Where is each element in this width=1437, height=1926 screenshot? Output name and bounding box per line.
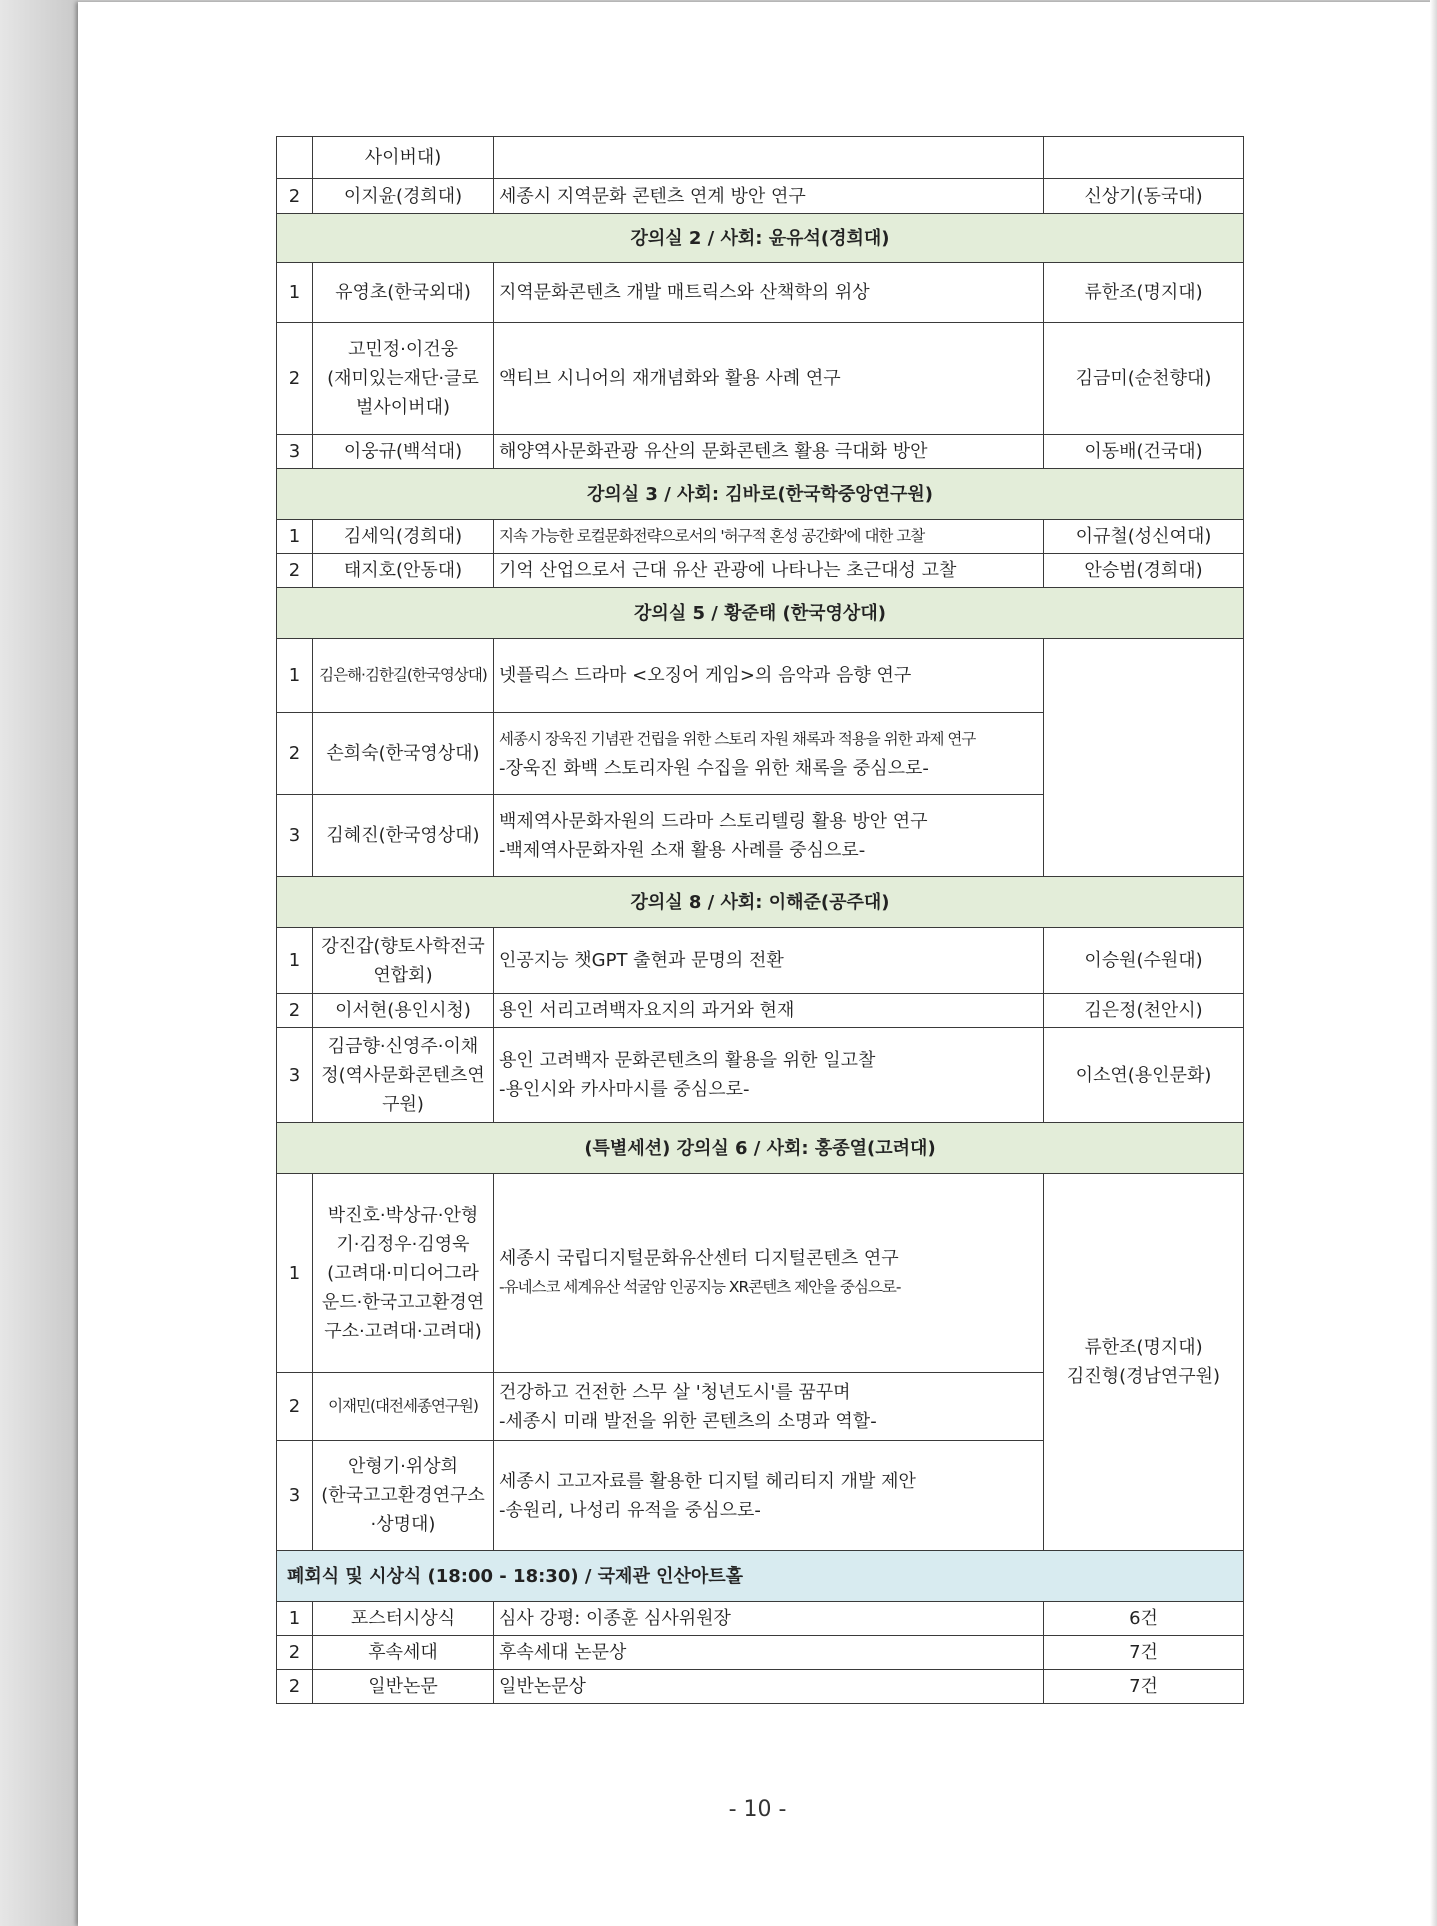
discussant-cell: 김금미(순천향대) — [1044, 323, 1244, 435]
count-cell: 7건 — [1044, 1636, 1244, 1670]
discussant-cell: 신상기(동국대) — [1044, 179, 1244, 214]
table-row: 2 이재민(대전세종연구원) 건강하고 건전한 스무 살 '청년도시'를 꿈꾸며 -세종시 미래 발전을 위한 콘텐츠의 소명과 역할- — [277, 1373, 1244, 1441]
table-row: 3 김금향·신영주·이채 정(역사문화콘텐츠연 구원) 용인 고려백자 문화콘텐츠의 활용을 위한 일고찰 -용인시와 카사마시를 중심으로- 이소연(용인문화) — [277, 1028, 1244, 1123]
title-cell: 액티브 시니어의 재개념화와 활용 사례 연구 — [494, 323, 1044, 435]
title-cell: 지속 가능한 로컬문화전략으로서의 '허구적 혼성 공간화'에 대한 고찰 — [494, 520, 1044, 554]
title-cell: 넷플릭스 드라마 <오징어 게임>의 음악과 음향 연구 — [494, 639, 1044, 713]
category-cell: 포스터시상식 — [313, 1602, 494, 1636]
viewer-background — [0, 0, 78, 1926]
discussant-cell: 이승원(수원대) — [1044, 928, 1244, 994]
title-cell: 세종시 국립디지털문화유산센터 디지털콘텐츠 연구 -유네스코 세계유산 석굴암 인공지능 XR콘텐츠 제안을 중심으로- — [494, 1174, 1044, 1373]
title-cell: 세종시 고고자료를 활용한 디지털 헤리티지 개발 제안 -송원리, 나성리 유적을 중심으로- — [494, 1441, 1044, 1551]
table-row: 3 이웅규(백석대) 해양역사문화관광 유산의 문화콘텐츠 활용 극대화 방안 이동배(건국대) — [277, 435, 1244, 469]
title-cell: 용인 서리고려백자요지의 과거와 현재 — [494, 994, 1044, 1028]
presenter-cell: 박진호·박상규·안형 기·김정우·김영욱 (고려대·미디어그라 운드·한국고고환경연 구소·고려대·고려대) — [313, 1174, 494, 1373]
presenter-cell: 이서현(용인시청) — [313, 994, 494, 1028]
presenter-cell: 이지윤(경희대) — [313, 179, 494, 214]
presenter-cell: 강진갑(향토사학전국 연합회) — [313, 928, 494, 994]
discussant-cell: 김은정(천안시) — [1044, 994, 1244, 1028]
session-header-room8: 강의실 8 / 사회: 이해준(공주대) — [277, 877, 1244, 928]
viewer-edge — [1430, 0, 1437, 1926]
document-page — [78, 2, 1437, 1926]
table-row: 1 김은해·김한길(한국영상대) 넷플릭스 드라마 <오징어 게임>의 음악과 음향 연구 — [277, 639, 1244, 713]
discussant-cell: 류한조(명지대) 김진형(경남연구원) — [1044, 1174, 1244, 1551]
discussant-cell: 류한조(명지대) — [1044, 263, 1244, 323]
presenter-cell: 태지호(안동대) — [313, 554, 494, 588]
category-cell: 일반논문 — [313, 1670, 494, 1704]
table-row: 2 이서현(용인시청) 용인 서리고려백자요지의 과거와 현재 김은정(천안시) — [277, 994, 1244, 1028]
discussant-cell: 이규철(성신여대) — [1044, 520, 1244, 554]
table-row: 2 고민정·이건웅 (재미있는재단·글로 벌사이버대) 액티브 시니어의 재개념화와 활용 사례 연구 김금미(순천향대) — [277, 323, 1244, 435]
count-cell: 6건 — [1044, 1602, 1244, 1636]
table-row: 2 후속세대 후속세대 논문상 7건 — [277, 1636, 1244, 1670]
content-cell: 후속세대 논문상 — [494, 1636, 1044, 1670]
session-header-room5: 강의실 5 / 황준태 (한국영상대) — [277, 588, 1244, 639]
discussant-cell — [1044, 639, 1244, 877]
content-cell: 심사 강평: 이종훈 심사위원장 — [494, 1602, 1044, 1636]
table-row: 1 김세익(경희대) 지속 가능한 로컬문화전략으로서의 '허구적 혼성 공간화'에 대한 고찰 이규철(성신여대) — [277, 520, 1244, 554]
presenter-cell: 김혜진(한국영상대) — [313, 795, 494, 877]
category-cell: 후속세대 — [313, 1636, 494, 1670]
table-row: 2 일반논문 일반논문상 7건 — [277, 1670, 1244, 1704]
session-header-room2: 강의실 2 / 사회: 윤유석(경희대) — [277, 214, 1244, 263]
title-cell: 백제역사문화자원의 드라마 스토리텔링 활용 방안 연구 -백제역사문화자원 소재 활용 사례를 중심으로- — [494, 795, 1044, 877]
title-cell: 해양역사문화관광 유산의 문화콘텐츠 활용 극대화 방안 — [494, 435, 1044, 469]
discussant-cell: 이소연(용인문화) — [1044, 1028, 1244, 1123]
presenter-cell: 안형기·위상희 (한국고고환경연구소 ·상명대) — [313, 1441, 494, 1551]
session-header-special: (특별세션) 강의실 6 / 사회: 홍종열(고려대) — [277, 1123, 1244, 1174]
table-row — [277, 137, 1244, 179]
presenter-cell: 고민정·이건웅 (재미있는재단·글로 벌사이버대) — [313, 323, 494, 435]
title-cell: 세종시 지역문화 콘텐츠 연계 방안 연구 — [494, 179, 1044, 214]
presenter-cell: 김세익(경희대) — [313, 520, 494, 554]
table-row: 2 이지윤(경희대) 세종시 지역문화 콘텐츠 연계 방안 연구 신상기(동국대) — [277, 179, 1244, 214]
title-cell: 세종시 장욱진 기념관 건립을 위한 스토리 자원 채록과 적용을 위한 과제 연구 -장욱진 화백 스토리자원 수집을 위한 채록을 중심으로- — [494, 713, 1044, 795]
table-row: 1 유영초(한국외대) 지역문화콘텐츠 개발 매트릭스와 산책학의 위상 류한조(명지대) — [277, 263, 1244, 323]
presenter-cell: 사이버대) — [313, 137, 494, 179]
presenter-cell: 김금향·신영주·이채 정(역사문화콘텐츠연 구원) — [313, 1028, 494, 1123]
table-row: 2 태지호(안동대) 기억 산업으로서 근대 유산 관광에 나타나는 초근대성 고찰 안승범(경희대) — [277, 554, 1244, 588]
table-row: 3 김혜진(한국영상대) 백제역사문화자원의 드라마 스토리텔링 활용 방안 연구 -백제역사문화자원 소재 활용 사례를 중심으로- — [277, 795, 1244, 877]
count-cell: 7건 — [1044, 1670, 1244, 1704]
title-cell: 용인 고려백자 문화콘텐츠의 활용을 위한 일고찰 -용인시와 카사마시를 중심으로- — [494, 1028, 1044, 1123]
presenter-cell: 유영초(한국외대) — [313, 263, 494, 323]
page-number: - 10 - — [728, 1797, 787, 1822]
presenter-cell: 김은해·김한길(한국영상대) — [313, 639, 494, 713]
title-cell: 기억 산업으로서 근대 유산 관광에 나타나는 초근대성 고찰 — [494, 554, 1044, 588]
title-cell: 건강하고 건전한 스무 살 '청년도시'를 꿈꾸며 -세종시 미래 발전을 위한 콘텐츠의 소명과 역할- — [494, 1373, 1044, 1441]
discussant-cell: 안승범(경희대) — [1044, 554, 1244, 588]
title-cell: 지역문화콘텐츠 개발 매트릭스와 산책학의 위상 — [494, 263, 1044, 323]
table-row: 1 강진갑(향토사학전국 연합회) 인공지능 챗GPT 출현과 문명의 전환 이승원(수원대) — [277, 928, 1244, 994]
table-row: 1 박진호·박상규·안형 기·김정우·김영욱 (고려대·미디어그라 운드·한국고고환경연 구소·고려대·고려대) 세종시 국립디지털문화유산센터 디지털콘텐츠 연구 -유네스코 세계유산 석굴암 인공지능 XR콘텐츠 제안을 중심으로- 류한조(명지대) 김진형(경남연구원) — [277, 1174, 1244, 1373]
closing-header: 폐회식 및 시상식 (18:00 - 18:30) / 국제관 인산아트홀 — [277, 1551, 1244, 1602]
presenter-cell: 이웅규(백석대) — [313, 435, 494, 469]
presenter-cell: 손희숙(한국영상대) — [313, 713, 494, 795]
session-header-room3: 강의실 3 / 사회: 김바로(한국학중앙연구원) — [277, 469, 1244, 520]
title-cell: 인공지능 챗GPT 출현과 문명의 전환 — [494, 928, 1044, 994]
table-row: 2 손희숙(한국영상대) 세종시 장욱진 기념관 건립을 위한 스토리 자원 채록과 적용을 위한 과제 연구 -장욱진 화백 스토리자원 수집을 위한 채록을 중심으로- — [277, 713, 1244, 795]
table-row: 3 안형기·위상희 (한국고고환경연구소 ·상명대) 세종시 고고자료를 활용한 디지털 헤리티지 개발 제안 -송원리, 나성리 유적을 중심으로- — [277, 1441, 1244, 1551]
table-row: 1 포스터시상식 심사 강평: 이종훈 심사위원장 6건 — [277, 1602, 1244, 1636]
schedule-table — [276, 136, 1244, 1704]
content-cell: 일반논문상 — [494, 1670, 1044, 1704]
presenter-cell: 이재민(대전세종연구원) — [313, 1373, 494, 1441]
discussant-cell: 이동배(건국대) — [1044, 435, 1244, 469]
